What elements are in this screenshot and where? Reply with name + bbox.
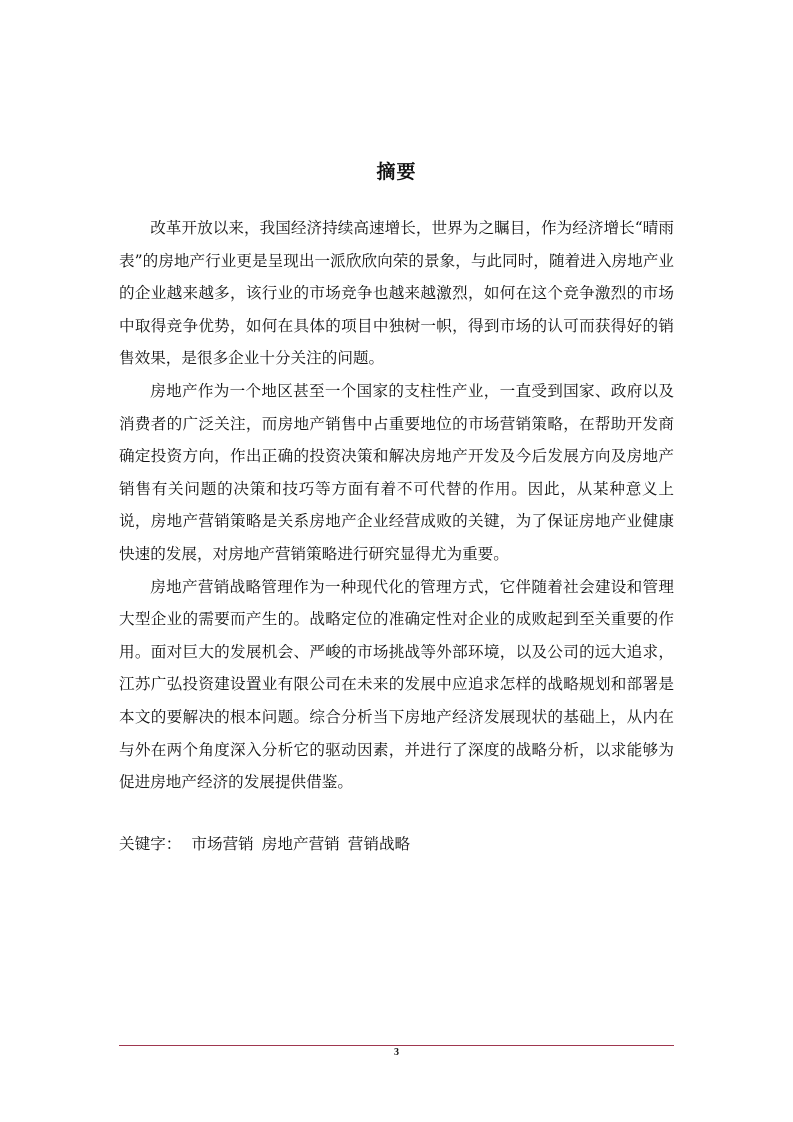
keyword-item: 市场营销: [191, 835, 254, 853]
abstract-body: [119, 212, 674, 799]
keyword-item: 营销战略: [347, 835, 411, 853]
abstract-title: 摘要: [376, 161, 417, 183]
abstract-paragraph-3: 房地产营销战略管理作为一种现代化的管理方式，它伴随着社会建设和管理大型企业的需要而产生的。战略定位的准确定性对企业的成败起到至关重要的作用。面对巨大的发展机会、严峻的市场挑战等外部环境，以及公司的远大追求，江苏广弘投资建设置业有限公司在未来的发展中应追求怎样的战略规划和部署是本文的要解决的根本问题。综合分析当下房地产经济发展现状的基础上，从内在与外在两个角度深入分析它的驱动因素，并进行了深度的战略分析，以求能够为促进房地产经济的发展提供借鉴。: [119, 577, 674, 792]
page-number: 3: [394, 1047, 399, 1058]
keyword-item: 房地产营销: [261, 835, 340, 853]
abstract-paragraph-2: 房地产作为一个地区甚至一个国家的支柱性产业，一直受到国家、政府以及消费者的广泛关注，而房地产销售中占重要地位的市场营销策略，在帮助开发商确定投资方向，作出正确的投资决策和解决房地产开发及今后发展方向及房地产销售有关问题的决策和技巧等方面有着不可代替的作用。因此，从某种意义上说，房地产营销策略是关系房地产企业经营成败的关键，为了保证房地产业健康快速的发展，对房地产营销策略进行研究显得尤为重要。: [119, 381, 674, 563]
abstract-paragraph-1: 改革开放以来，我国经济持续高速增长，世界为之瞩目，作为经济增长“晴雨表”的房地产行业更是呈现出一派欣欣向荣的景象，与此同时，随着进入房地产业的企业越来越多，该行业的市场竞争也越来越激烈，如何在这个竞争激烈的市场中取得竞争优势，如何在具体的项目中独树一帜，得到市场的认可而获得好的销售效果，是很多企业十分关注的问题。: [119, 219, 674, 368]
keywords-label: 关键字：: [119, 835, 182, 853]
keywords-line: [119, 830, 418, 858]
footer-divider: [119, 1045, 674, 1046]
